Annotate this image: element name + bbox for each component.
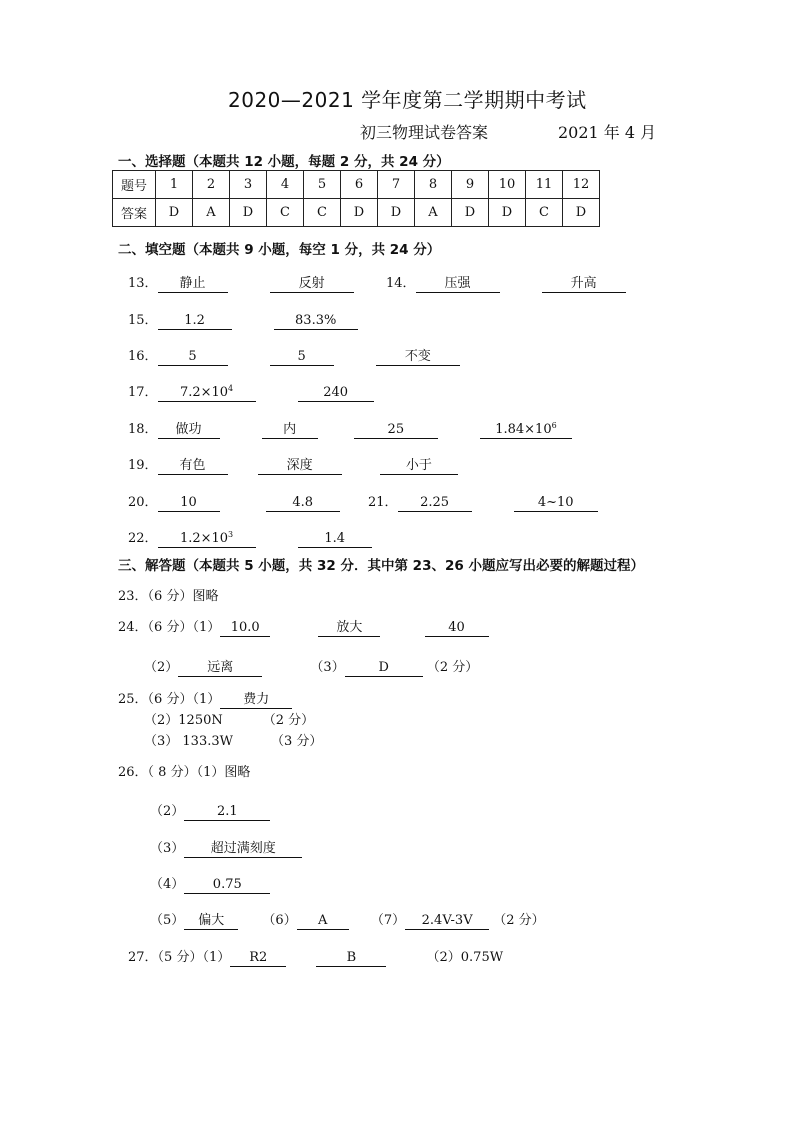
- answer-blank: 5: [158, 349, 228, 366]
- answer-blank: 83.3%: [274, 313, 358, 330]
- answer-line: （2）1250N: [144, 713, 223, 728]
- answer-cell: D: [563, 199, 600, 227]
- question-number-cell: 2: [193, 171, 230, 199]
- answer-blank: B: [316, 950, 386, 967]
- question-number-cell: 5: [304, 171, 341, 199]
- answer-blank: 做功: [158, 422, 220, 439]
- question-23: 23．（6 分）图略: [118, 589, 219, 604]
- answer-cell: D: [341, 199, 378, 227]
- section-multiple-choice: 一、选择题（本题共 12 小题，每题 2 分，共 24 分）: [118, 154, 450, 170]
- answer-cell: D: [489, 199, 526, 227]
- question-number-cell: 11: [526, 171, 563, 199]
- score-note: （2 分）: [426, 660, 479, 675]
- answer-cell: D: [156, 199, 193, 227]
- answer-blank: 放大: [318, 620, 380, 637]
- score-note: （3 分）: [270, 734, 323, 749]
- question-prefix: 24．（6 分）（1）: [118, 620, 221, 635]
- question-25-part3: [144, 730, 322, 749]
- answer-blank: [480, 418, 572, 439]
- section-problems: 三、解答题（本题共 5 小题，共 32 分．其中第 23、26 小题应写出必要的解题过程）: [118, 558, 644, 574]
- answer-base: 7.2×10: [179, 385, 229, 400]
- answer-blank: 静止: [158, 276, 228, 293]
- answer-cell: C: [526, 199, 563, 227]
- answer-line: （3） 133.3W: [144, 734, 233, 749]
- answer-exponent: 4: [228, 384, 234, 393]
- question-number: 22．: [128, 531, 158, 546]
- answer-blank: 深度: [258, 458, 342, 475]
- score-note: （2 分）: [493, 913, 545, 928]
- answer-exponent: 6: [551, 421, 557, 430]
- question-prefix: 27．（5 分）（1）: [128, 950, 231, 965]
- question-27: [128, 946, 503, 967]
- answer-blank: 有色: [158, 458, 228, 475]
- question-number: 17．: [128, 385, 158, 400]
- question-17: [128, 381, 374, 402]
- answer-cell: C: [267, 199, 304, 227]
- answer-blank: 费力: [220, 692, 292, 709]
- question-number: 19．: [128, 458, 158, 473]
- question-24: [118, 616, 489, 637]
- answer-line: （2）0.75W: [426, 950, 504, 965]
- answer-blank: 2.4V-3V: [405, 913, 489, 930]
- part-label: （5）: [150, 913, 185, 928]
- answer-blank: 10: [158, 495, 220, 512]
- answer-blank: 240: [298, 385, 374, 402]
- question-number: 15．: [128, 313, 158, 328]
- question-19: [128, 454, 458, 475]
- answer-blank: 25: [354, 422, 438, 439]
- question-number-cell: 1: [156, 171, 193, 199]
- table-row-label: 答案: [113, 199, 156, 227]
- answer-cell: D: [230, 199, 267, 227]
- answer-blank: 0.75: [184, 877, 270, 894]
- question-prefix: 25．（6 分）（1）: [118, 692, 221, 707]
- question-number-cell: 3: [230, 171, 267, 199]
- question-14: [386, 272, 626, 293]
- answer-cell: A: [193, 199, 230, 227]
- question-number-cell: 7: [378, 171, 415, 199]
- answer-table: [112, 170, 600, 227]
- answer-blank: 5: [270, 349, 334, 366]
- answer-blank: 不变: [376, 349, 460, 366]
- section-fill-blank: 二、填空题（本题共 9 小题，每空 1 分，共 24 分）: [118, 242, 441, 258]
- answer-blank: 反射: [270, 276, 354, 293]
- part-label: （4）: [150, 877, 185, 892]
- question-number-cell: 4: [267, 171, 304, 199]
- answer-cell: D: [452, 199, 489, 227]
- question-16: [128, 345, 460, 366]
- answer-blank: 偏大: [184, 913, 238, 930]
- answer-blank: 超过满刻度: [184, 841, 302, 858]
- answer-blank: 4.8: [266, 495, 340, 512]
- question-number: 20．: [128, 495, 158, 510]
- question-number-cell: 8: [415, 171, 452, 199]
- part-label: （6）: [262, 913, 297, 928]
- table-row-answers: [113, 199, 600, 227]
- answer-blank: 小于: [380, 458, 458, 475]
- exam-date: 2021 年 4 月: [558, 123, 657, 142]
- part-label: （3）: [150, 841, 185, 856]
- part-label: （3）: [310, 660, 345, 675]
- answer-blank: 4~10: [514, 495, 598, 512]
- answer-cell: C: [304, 199, 341, 227]
- answer-blank: 40: [425, 620, 489, 637]
- part-label: （2）: [144, 660, 179, 675]
- question-number: 16．: [128, 349, 158, 364]
- answer-cell: A: [415, 199, 452, 227]
- answer-blank: 压强: [416, 276, 500, 293]
- question-number-cell: 6: [341, 171, 378, 199]
- question-24-part2: [144, 656, 478, 677]
- part-label: （2）: [150, 804, 185, 819]
- question-number: 21．: [368, 495, 398, 510]
- answer-blank: R2: [230, 950, 286, 967]
- question-26-part5: [150, 909, 545, 930]
- question-number-cell: 10: [489, 171, 526, 199]
- answer-blank: 1.2: [158, 313, 232, 330]
- answer-base: 1.84×10: [495, 422, 552, 437]
- question-26-part3: [150, 837, 302, 858]
- answer-blank: 内: [262, 422, 318, 439]
- question-21: [368, 491, 598, 512]
- answer-exponent: 3: [228, 530, 234, 539]
- question-number-cell: 9: [452, 171, 489, 199]
- question-number-cell: 12: [563, 171, 600, 199]
- question-26: 26．（ 8 分）（1）图略: [118, 765, 251, 780]
- question-number: 13．: [128, 276, 158, 291]
- question-number: 14．: [386, 276, 416, 291]
- answer-blank: 2.25: [398, 495, 472, 512]
- score-note: （2 分）: [262, 713, 315, 728]
- answer-blank: 10.0: [220, 620, 270, 637]
- answer-base: 1.2×10: [179, 531, 229, 546]
- answer-blank: [158, 381, 256, 402]
- question-26-part4: [150, 873, 270, 894]
- exam-subtitle: 初三物理试卷答案: [360, 123, 489, 142]
- answer-blank: 远离: [178, 660, 262, 677]
- exam-title: 2020—2021 学年度第二学期期中考试: [228, 88, 587, 112]
- answer-cell: D: [378, 199, 415, 227]
- question-15: [128, 309, 358, 330]
- question-number: 18．: [128, 422, 158, 437]
- table-row-label: 题号: [113, 171, 156, 199]
- question-13: [128, 272, 354, 293]
- answer-blank: 升高: [542, 276, 626, 293]
- question-25: [118, 688, 292, 709]
- answer-blank: 2.1: [184, 804, 270, 821]
- table-row-numbers: [113, 171, 600, 199]
- answer-blank: 1.4: [298, 531, 372, 548]
- question-20: [128, 491, 340, 512]
- answer-blank: D: [345, 660, 423, 677]
- question-22: [128, 527, 372, 548]
- question-26-part2: [150, 800, 270, 821]
- part-label: （7）: [370, 913, 406, 928]
- question-25-part2: [144, 709, 314, 728]
- answer-blank: A: [297, 913, 349, 930]
- question-18: [128, 418, 572, 439]
- answer-blank: [158, 527, 256, 548]
